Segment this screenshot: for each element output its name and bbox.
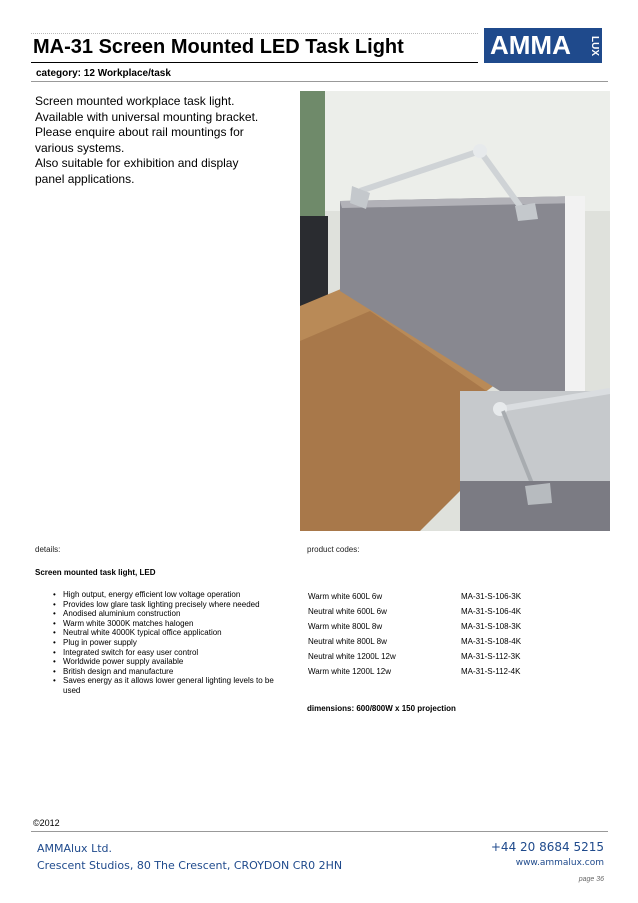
table-row xyxy=(308,649,608,664)
category-label: category: 12 Workplace/task xyxy=(36,68,171,79)
product-codes-table xyxy=(308,589,608,679)
table-row xyxy=(308,604,608,619)
feature-list xyxy=(53,590,285,696)
product-name: Warm white 800L 8w xyxy=(308,622,383,631)
product-code: MA-31-S-106-4K xyxy=(461,607,522,616)
product-name: Warm white 600L 6w xyxy=(308,592,383,601)
list-item: • High output, energy efficient low voltage operation xyxy=(53,590,285,600)
dimensions-text: dimensions: 600/800W x 150 projection xyxy=(307,704,456,713)
website-link[interactable]: www.ammalux.com xyxy=(515,858,604,868)
description-line: Also suitable for exhibition and display xyxy=(35,156,239,170)
product-codes-label: product codes: xyxy=(307,545,360,554)
page-number: page 36 xyxy=(578,876,604,883)
header-divider xyxy=(31,81,608,82)
product-photo xyxy=(300,91,610,531)
table-row xyxy=(308,634,608,649)
ammalux-logo xyxy=(484,28,602,63)
product-name: Neutral white 800L 8w xyxy=(308,637,387,646)
description-line: panel applications. xyxy=(35,171,135,186)
details-subheading: Screen mounted task light, LED xyxy=(35,568,156,577)
list-item: • Neutral white 4000K typical office application xyxy=(53,628,285,638)
page-title: MA-31 Screen Mounted LED Task Light xyxy=(33,36,404,58)
top-dotted-rule xyxy=(31,33,478,34)
logo-wordmark: AMMA xyxy=(490,30,571,60)
details-label: details: xyxy=(35,545,61,554)
phone-number[interactable]: +44 20 8684 5215 xyxy=(490,840,604,854)
list-item: • Anodised aluminium construction xyxy=(53,609,285,619)
description-line: Screen mounted workplace task light. xyxy=(35,94,235,108)
list-item: • Integrated switch for easy user control xyxy=(53,648,285,658)
description-line: Available with universal mounting bracket. xyxy=(35,109,259,124)
product-name: Neutral white 600L 6w xyxy=(308,607,387,616)
description-line: various systems. xyxy=(35,140,125,155)
table-row xyxy=(308,589,608,604)
list-item: • Plug in power supply xyxy=(53,638,285,648)
title-underline xyxy=(31,62,478,63)
company-name: AMMAlux Ltd. xyxy=(37,842,112,855)
product-code: MA-31-S-112-4K xyxy=(461,667,521,676)
product-code: MA-31-S-108-4K xyxy=(461,637,522,646)
list-item: • Worldwide power supply available xyxy=(53,657,285,667)
list-item: • Provides low glare task lighting precisely where needed xyxy=(53,600,285,610)
product-name: Warm white 1200L 12w xyxy=(308,667,391,676)
list-item: • Saves energy as it allows lower general lighting levels to be used xyxy=(53,676,285,695)
list-item: • British design and manufacture xyxy=(53,667,285,677)
table-row xyxy=(308,619,608,634)
table-row xyxy=(308,664,608,679)
product-name: Neutral white 1200L 12w xyxy=(308,652,396,661)
description-line: Please enquire about rail mountings for xyxy=(35,125,244,139)
list-item: • Warm white 3000K matches halogen xyxy=(53,619,285,629)
product-code: MA-31-S-108-3K xyxy=(461,622,522,631)
product-code: MA-31-S-106-3K xyxy=(461,592,522,601)
product-description xyxy=(35,94,285,187)
company-address: Crescent Studios, 80 The Crescent, CROYDON CR0 2HN xyxy=(37,859,343,872)
logo-side-text: LUX xyxy=(589,35,600,56)
footer-divider xyxy=(31,831,608,832)
copyright: ©2012 xyxy=(33,818,60,828)
product-code: MA-31-S-112-3K xyxy=(461,652,521,661)
product-photo-illustration xyxy=(300,91,610,531)
